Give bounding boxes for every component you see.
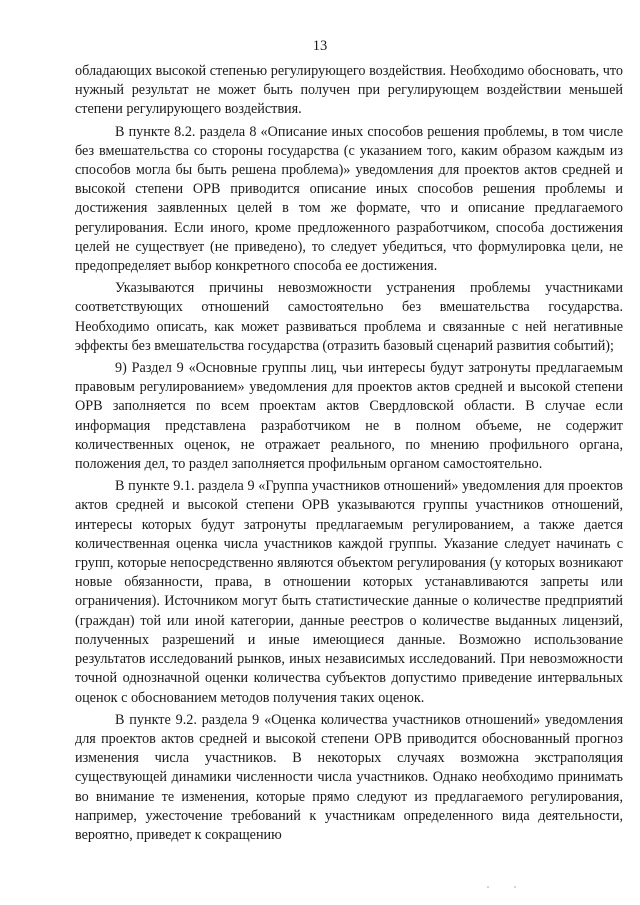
paragraph: 9) Раздел 9 «Основные группы лиц, чьи интересы будут затронуты предлагаемым правовым регулированием» уведомления для проектов актов средней и высокой степени ОРВ заполняется по всем проектам актов Свердловской области. В случае если информация представлена разработчиком не в полном объеме, не содержит количественных оценок, не отражает реального, по мнению профильного органа, положения дел, то раздел заполняется профильным органом самостоятельно. xyxy=(75,360,623,473)
paragraph: В пункте 8.2. раздела 8 «Описание иных способов решения проблемы, в том числе без вмешательства со стороны государства (с указанием того, каким образом каждым из способов могла бы быть решена проблема)» уведомления для проектов актов средней и высокой степени ОРВ приводится описание иных способов решения проблемы и достижения заявленных целей в том же формате, что и описание предлагаемого регулирования. Если иного, кроме предложенного разработчиком, способа достижения целей не существует (не приведено), то следует убедиться, что формулировка цели, не предопределяет выбор конкретного способа ее достижения. xyxy=(75,123,623,275)
document-body xyxy=(75,62,623,845)
paragraph: Указываются причины невозможности устранения проблемы участниками соответствующих отношений самостоятельно без вмешательства государства. Необходимо описать, как может развиваться проблема и связанные с ней негативные эффекты без вмешательства государства (отразить базовый сценарий развития событий); xyxy=(75,280,623,354)
page-number: 13 xyxy=(312,38,328,54)
paragraph: В пункте 9.2. раздела 9 «Оценка количества участников отношений» уведомления для проектов актов средней и высокой степени ОРВ приводится обоснованный прогноз изменения числа участников. В некоторых случаях возможна экстраполяция существующей динамики численности числа участников. Однако необходимо принимать во внимание те изменения, которые прямо следуют из предлагаемого регулирования, например, ужесточение требований к участникам определенного вида деятельности, вероятно, приведет к сокращению xyxy=(75,711,623,843)
paragraph: В пункте 9.1. раздела 9 «Группа участников отношений» уведомления для проектов актов средней и высокой степени ОРВ указываются группы участников отношений, интересы которых будут затронуты предлагаемым регулированием, а также дается количественная оценка числа участников каждой группы. Указание следует начинать с групп, которые непосредственно являются объектом регулирования (у которых возникают новые обязанности, права, в отношении которых устанавливаются запреты или ограничения). Источником могут быть статистические данные о количестве предприятий (граждан) той или иной категории, данные реестров о количестве выданных лицензий, полученных разрешений и иные имеющиеся данные. Возможно использование результатов исследований рынков, иных независимых исследований. При невозможности точной однозначной оценки количества субъектов допустимо приведение интервальных оценок с обоснованием методов получения таких оценок. xyxy=(75,478,623,706)
paragraph: обладающих высокой степенью регулирующего воздействия. Необходимо обосновать, что нужный результат не может быть получен при регулирующем воздействии меньшей степени регулирующего воздействия. xyxy=(75,63,623,118)
scan-artifact xyxy=(487,886,527,889)
